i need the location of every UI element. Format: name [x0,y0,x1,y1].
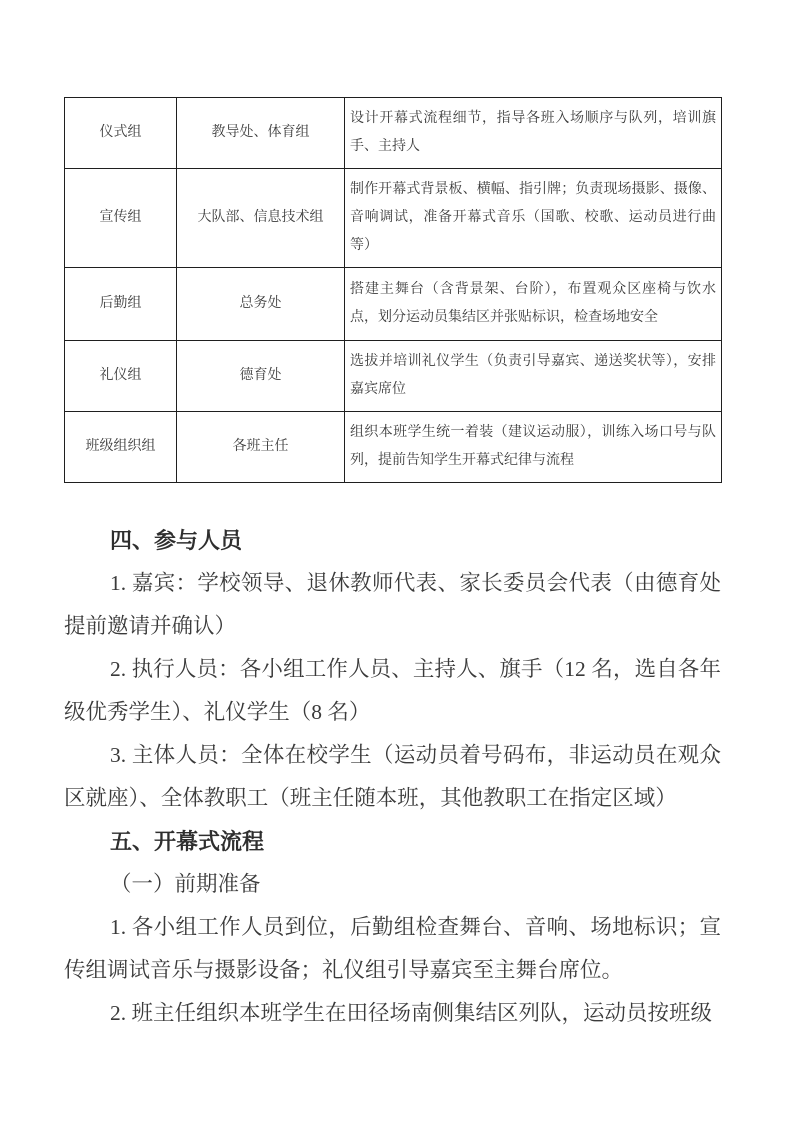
table-row-class-organization-group [65,412,722,483]
section-5-heading: 五、开幕式流程 [110,829,265,854]
document-body [64,519,721,1035]
group-name-cell: 礼仪组 [65,341,177,412]
department-cell: 各班主任 [177,412,345,483]
duty-cell: 设计开幕式流程细节，指导各班入场顺序与队列，培训旗手、主持人 [345,98,722,169]
paragraph-preparation-1: 1. 各小组工作人员到位，后勤组检查舞台、音响、场地标识；宣传组调试音乐与摄影设备；礼仪组引导嘉宾至主舞台席位。 [64,915,721,982]
paragraph-executors: 2. 执行人员：各小组工作人员、主持人、旗手（12 名，选自各年级优秀学生）、礼仪学生（8 名） [64,657,721,724]
paragraph-guests: 1. 嘉宾：学校领导、退休教师代表、家长委员会代表（由德育处提前邀请并确认） [64,571,721,638]
group-name-cell: 仪式组 [65,98,177,169]
department-cell: 教导处、体育组 [177,98,345,169]
table-row-ceremony-group [65,98,722,169]
group-name-cell: 班级组织组 [65,412,177,483]
table-row-logistics-group [65,268,722,341]
department-cell: 大队部、信息技术组 [177,169,345,268]
department-cell: 德育处 [177,341,345,412]
organization-table [64,97,722,483]
subsection-preparation-heading: （一）前期准备 [110,872,261,896]
duty-cell: 搭建主舞台（含背景架、台阶），布置观众区座椅与饮水点，划分运动员集结区并张贴标识，检查场地安全 [345,268,722,341]
duty-cell: 组织本班学生统一着装（建议运动服），训练入场口号与队列，提前告知学生开幕式纪律与流程 [345,412,722,483]
duty-cell: 选拔并培训礼仪学生（负责引导嘉宾、递送奖状等），安排嘉宾席位 [345,341,722,412]
duty-cell: 制作开幕式背景板、横幅、指引牌；负责现场摄影、摄像、音响调试，准备开幕式音乐（国歌、校歌、运动员进行曲等） [345,169,722,268]
section-4-heading: 四、参与人员 [110,528,243,553]
department-cell: 总务处 [177,268,345,341]
group-name-cell: 宣传组 [65,169,177,268]
paragraph-main-personnel: 3. 主体人员：全体在校学生（运动员着号码布，非运动员在观众区就座）、全体教职工（班主任随本班，其他教职工在指定区域） [64,743,721,810]
group-name-cell: 后勤组 [65,268,177,341]
table-row-etiquette-group [65,341,722,412]
paragraph-preparation-2: 2. 班主任组织本班学生在田径场南侧集结区列队，运动员按班级 [110,1001,713,1025]
table-row-publicity-group [65,169,722,268]
